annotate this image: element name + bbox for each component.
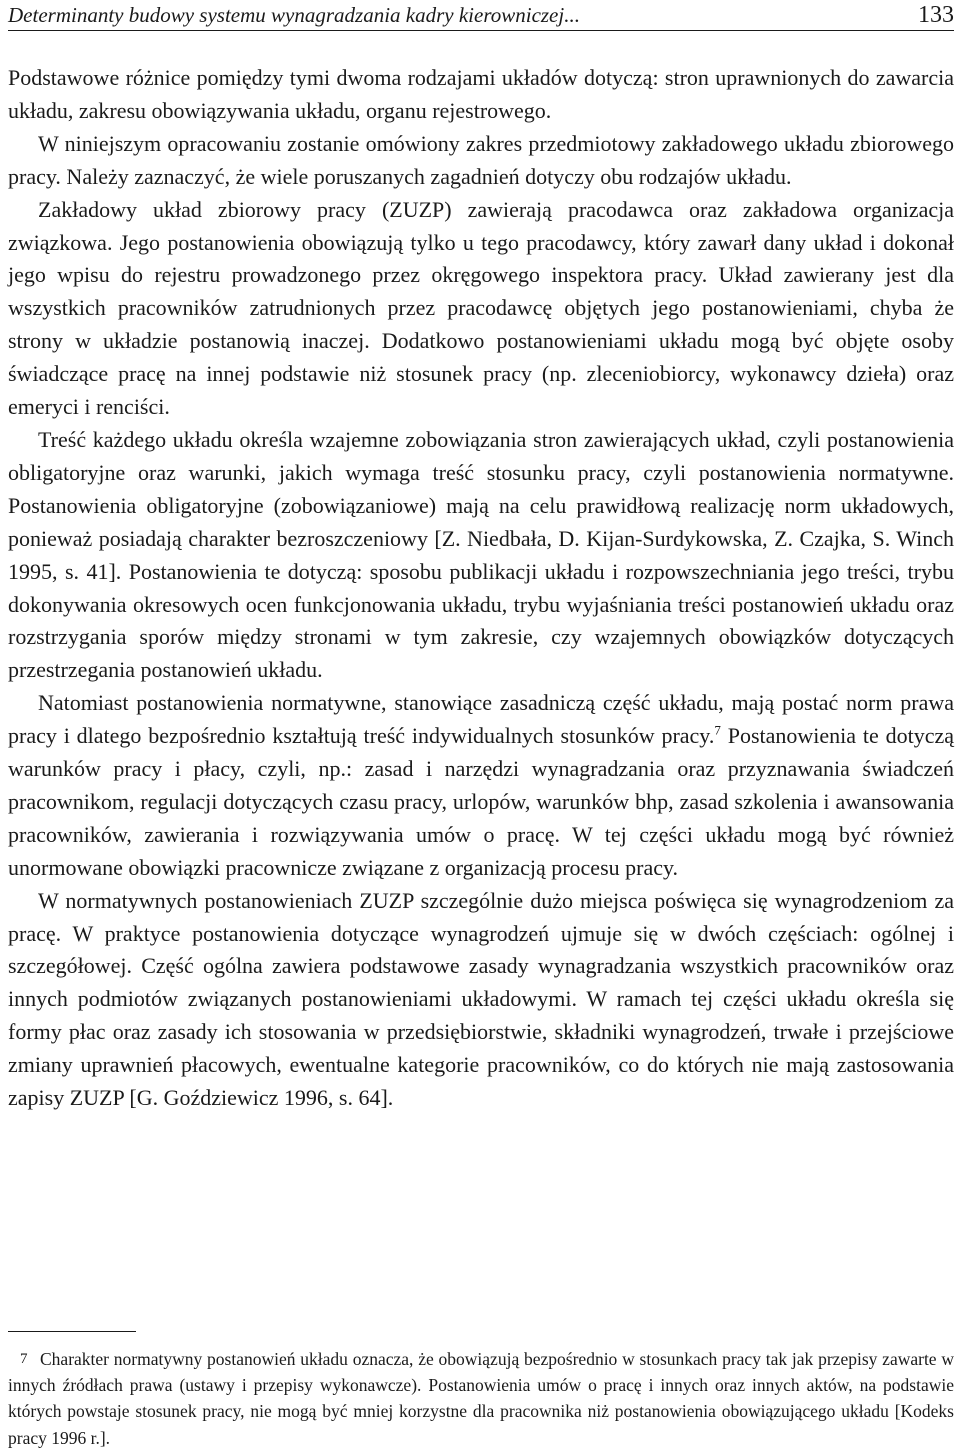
running-title: Determinanty budowy systemu wynagradzania kadry kierowniczej...: [8, 3, 580, 27]
paragraph-5-text-b: Postanowienia te dotyczą warunków pracy i płacy, czyli, np.: zasad i narzędzi wynagradzania oraz przyznawania świadczeń pracownikom, regulacji dotyczących czasu pracy, urlopów, warunków bhp, zasad szkolenia i awansowania pracowników, zawierania i rozwiązywania umów o pracę. W tej części układu mogą być również unormowane obowiązki pracownicze związane z organizacją procesu pracy.: [8, 723, 954, 880]
paragraph-3: Zakładowy układ zbiorowy pracy (ZUZP) zawierają pracodawca oraz zakładowa organizacja związkowa. Jego postanowienia obowiązują tylko u tego pracodawcy, który zawarł dany układ i dokonał jego wpisu do rejestru prowadzonego przez okręgowego inspektora pracy. Układ zawierany jest dla wszystkich pracowników zatrudnionych przez pracodawcę objętych jego postanowieniami, chyba że strony w układzie postanowią inaczej. Dodatkowo postanowieniami układu mogą być objęte osoby świadczące pracę na innej podstawie niż stosunek pracy (np. zleceniobiorcy, wykonawcy dzieła) oraz emeryci i renciści.: [8, 196, 954, 420]
paragraph-5-text-a: Natomiast postanowienia normatywne, stanowiące zasadniczą część układu, mają postać norm prawa pracy i dlatego bezpośrednio kształtują treść indywidualnych stosunków pracy.: [8, 690, 954, 749]
page-number: 133: [918, 2, 954, 28]
footnote-reference[interactable]: 7: [714, 722, 721, 738]
header-rule: [8, 30, 954, 31]
paragraph-4: Treść każdego układu określa wzajemne zobowiązania stron zawierających układ, czyli postanowienia obligatoryjne oraz warunki, jakich wymaga treść stosunku pracy, czyli postanowienia normatywne. Postanowienia obligatoryjne (zobowiązaniowe) mają na celu prawidłową realizację norm układowych, ponieważ posiadają charakter bezroszczeniowy [Z. Niedbała, D. Kijan-Surdykowska, Z. Czajka, S. Winch 1995, s. 41]. Postanowienia te dotyczą: sposobu publikacji układu i rozpowszechniania jego treści, trybu dokonywania okresowych ocen funkcjonowania układu, trybu wyjaśniania treści postanowień układu oraz rozstrzygania sporów między stronami w tym zakresie, czy wzajemnych obowiązków dotyczących przestrzegania postanowień układu.: [8, 426, 954, 683]
footnote-mark: 7: [20, 1351, 28, 1367]
running-head: [8, 2, 954, 30]
paragraph-6: W normatywnych postanowieniach ZUZP szczególnie dużo miejsca poświęca się wynagrodzeniom za pracę. W praktyce postanowienia dotyczące wynagrodzeń ujmuje się w dwóch częściach: ogólnej i szczegółowej. Część ogólna zawiera podstawowe zasady wynagradzania wszystkich pracowników oraz innych podmiotów związanych postanowieniami układowymi. W ramach tej części układu określa się formy płac oraz zasady ich stosowania w przedsiębiorstwie, składniki wynagrodzeń, trwałe i przejściowe zmiany uprawnień płacowych, ewentualne kategorie pracowników, co do których nie mają zastosowania zapisy ZUZP [G. Goździewicz 1996, s. 64].: [8, 887, 954, 1111]
paragraph-1: Podstawowe różnice pomiędzy tymi dwoma rodzajami układów dotyczą: stron uprawnionych do zawarcia układu, zakresu obowiązywania układu, organu rejestrowego.: [8, 65, 954, 123]
paragraph-5: [8, 687, 954, 884]
footnote-text: Charakter normatywny postanowień układu oznacza, że obowiązują bezpośrednio w stosunkach pracy tak jak przepisy zawarte w innych źródłach prawa (ustawy i przepisy wykonawcze). Postanowienia umów o pracę i innych oraz innych aktów, na podstawie których powstaje stosunek pracy, nie mogą być mniej korzystne dla pracownika niż postanowienia obowiązującego układu [Kodeks pracy 1996 r.].: [8, 1349, 954, 1448]
body-text: [8, 62, 954, 1115]
paragraph-2: W niniejszym opracowaniu zostanie omówiony zakres przedmiotowy zakładowego układu zbiorowego pracy. Należy zaznaczyć, że wiele poruszanych zagadnień dotyczy obu rodzajów układu.: [8, 130, 954, 189]
footnote: [8, 1346, 954, 1451]
footnote-rule: [8, 1331, 136, 1332]
